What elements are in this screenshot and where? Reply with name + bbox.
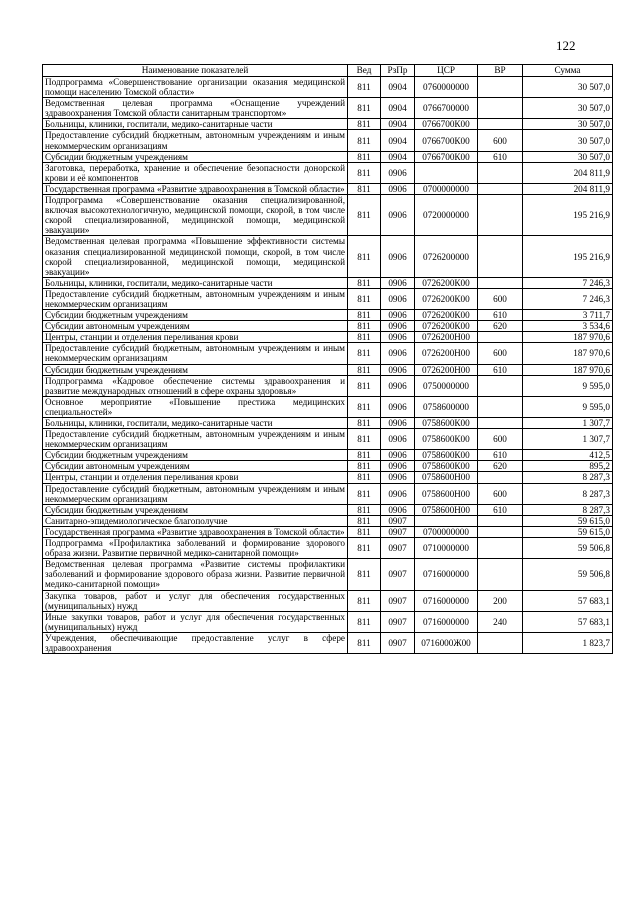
cell-sum: 59 506,8 bbox=[523, 559, 613, 590]
cell-sum: 8 287,3 bbox=[523, 483, 613, 504]
header-vr: ВР bbox=[478, 65, 523, 77]
table-row bbox=[43, 559, 613, 590]
cell-vr bbox=[478, 418, 523, 429]
cell-vr bbox=[478, 183, 523, 194]
cell-name: Предоставление субсидий бюджетным, автономным учреждениям и иным некоммерческим организациям bbox=[43, 483, 348, 504]
cell-vr: 610 bbox=[478, 310, 523, 321]
cell-sum: 412,5 bbox=[523, 450, 613, 461]
cell-rzpr: 0906 bbox=[381, 429, 415, 450]
table-row bbox=[43, 472, 613, 483]
cell-sum: 59 506,8 bbox=[523, 538, 613, 559]
cell-vr bbox=[478, 195, 523, 236]
cell-sum: 195 216,9 bbox=[523, 195, 613, 236]
cell-rzpr: 0906 bbox=[381, 472, 415, 483]
cell-vr bbox=[478, 162, 523, 183]
cell-rzpr: 0906 bbox=[381, 162, 415, 183]
cell-vr bbox=[478, 277, 523, 288]
cell-vr bbox=[478, 396, 523, 417]
cell-csr: 0710000000 bbox=[415, 538, 478, 559]
cell-name: Больницы, клиники, госпитали, медико-санитарные части bbox=[43, 277, 348, 288]
cell-name: Предоставление субсидий бюджетным, автономным учреждениям и иным некоммерческим организациям bbox=[43, 429, 348, 450]
cell-rzpr: 0906 bbox=[381, 461, 415, 472]
cell-sum: 59 615,0 bbox=[523, 526, 613, 537]
table-row bbox=[43, 151, 613, 162]
table-row bbox=[43, 195, 613, 236]
table-row bbox=[43, 162, 613, 183]
cell-ved: 811 bbox=[348, 396, 381, 417]
cell-rzpr: 0906 bbox=[381, 310, 415, 321]
cell-rzpr: 0907 bbox=[381, 632, 415, 653]
cell-rzpr: 0906 bbox=[381, 504, 415, 515]
table-row bbox=[43, 98, 613, 119]
cell-csr: 0726200Н00 bbox=[415, 332, 478, 343]
table-row bbox=[43, 332, 613, 343]
table-row bbox=[43, 364, 613, 375]
cell-csr: 0758600К00 bbox=[415, 429, 478, 450]
cell-sum: 59 615,0 bbox=[523, 515, 613, 526]
cell-csr bbox=[415, 515, 478, 526]
cell-csr: 0716000Ж00 bbox=[415, 632, 478, 653]
cell-vr: 200 bbox=[478, 590, 523, 611]
table-row bbox=[43, 590, 613, 611]
cell-csr: 0700000000 bbox=[415, 526, 478, 537]
cell-name: Субсидии бюджетным учреждениям bbox=[43, 450, 348, 461]
cell-ved: 811 bbox=[348, 461, 381, 472]
cell-sum: 30 507,0 bbox=[523, 77, 613, 98]
table-row bbox=[43, 236, 613, 277]
cell-name: Учреждения, обеспечивающие предоставление услуг в сфере здравоохранения bbox=[43, 632, 348, 653]
cell-ved: 811 bbox=[348, 98, 381, 119]
cell-sum: 1 307,7 bbox=[523, 418, 613, 429]
table-row bbox=[43, 183, 613, 194]
cell-sum: 7 246,3 bbox=[523, 277, 613, 288]
cell-sum: 9 595,0 bbox=[523, 396, 613, 417]
cell-name: Предоставление субсидий бюджетным, автономным учреждениям и иным некоммерческим организациям bbox=[43, 130, 348, 151]
cell-csr: 0758600К00 bbox=[415, 461, 478, 472]
table-row bbox=[43, 321, 613, 332]
cell-vr bbox=[478, 526, 523, 537]
cell-vr: 600 bbox=[478, 288, 523, 309]
cell-vr bbox=[478, 632, 523, 653]
cell-ved: 811 bbox=[348, 632, 381, 653]
cell-csr: 0750000000 bbox=[415, 375, 478, 396]
cell-ved: 811 bbox=[348, 321, 381, 332]
cell-sum: 204 811,9 bbox=[523, 183, 613, 194]
header-sum: Сумма bbox=[523, 65, 613, 77]
cell-name: Предоставление субсидий бюджетным, автономным учреждениям и иным некоммерческим организациям bbox=[43, 343, 348, 364]
cell-csr: 0758600Н00 bbox=[415, 504, 478, 515]
cell-name: Больницы, клиники, госпитали, медико-санитарные части bbox=[43, 418, 348, 429]
table-row bbox=[43, 310, 613, 321]
cell-name: Центры, станции и отделения переливания крови bbox=[43, 332, 348, 343]
table-row bbox=[43, 375, 613, 396]
cell-name: Больницы, клиники, госпитали, медико-санитарные части bbox=[43, 119, 348, 130]
cell-rzpr: 0906 bbox=[381, 396, 415, 417]
cell-ved: 811 bbox=[348, 119, 381, 130]
cell-csr: 0726200000 bbox=[415, 236, 478, 277]
cell-sum: 1 823,7 bbox=[523, 632, 613, 653]
cell-rzpr: 0904 bbox=[381, 77, 415, 98]
cell-csr: 0726200К00 bbox=[415, 277, 478, 288]
cell-name: Государственная программа «Развитие здравоохранения в Томской области» bbox=[43, 526, 348, 537]
table-row bbox=[43, 130, 613, 151]
cell-csr: 0760000000 bbox=[415, 77, 478, 98]
cell-rzpr: 0907 bbox=[381, 515, 415, 526]
table-row bbox=[43, 450, 613, 461]
cell-name: Подпрограмма «Кадровое обеспечение системы здравоохранения и развитие международных отношений в сфере охраны здоровья» bbox=[43, 375, 348, 396]
cell-rzpr: 0906 bbox=[381, 332, 415, 343]
header-ved: Вед bbox=[348, 65, 381, 77]
cell-csr: 0726200К00 bbox=[415, 321, 478, 332]
table-row bbox=[43, 343, 613, 364]
cell-ved: 811 bbox=[348, 559, 381, 590]
cell-ved: 811 bbox=[348, 538, 381, 559]
cell-rzpr: 0907 bbox=[381, 590, 415, 611]
cell-ved: 811 bbox=[348, 130, 381, 151]
cell-rzpr: 0906 bbox=[381, 321, 415, 332]
cell-name: Субсидии бюджетным учреждениям bbox=[43, 310, 348, 321]
cell-rzpr: 0906 bbox=[381, 277, 415, 288]
table-row bbox=[43, 418, 613, 429]
cell-name: Заготовка, переработка, хранение и обеспечение безопасности донорской крови и её компонентов bbox=[43, 162, 348, 183]
cell-sum: 8 287,3 bbox=[523, 504, 613, 515]
table-row bbox=[43, 515, 613, 526]
cell-vr bbox=[478, 472, 523, 483]
table-row bbox=[43, 526, 613, 537]
table-header-row bbox=[43, 65, 613, 77]
cell-rzpr: 0904 bbox=[381, 119, 415, 130]
cell-csr: 0758600К00 bbox=[415, 450, 478, 461]
cell-rzpr: 0906 bbox=[381, 418, 415, 429]
cell-sum: 187 970,6 bbox=[523, 364, 613, 375]
cell-csr: 0758600Н00 bbox=[415, 483, 478, 504]
table-row bbox=[43, 538, 613, 559]
cell-sum: 3 711,7 bbox=[523, 310, 613, 321]
cell-csr: 0726200К00 bbox=[415, 288, 478, 309]
cell-name: Ведомственная целевая программа «Оснащение учреждений здравоохранения Томской области санитарным транспортом» bbox=[43, 98, 348, 119]
cell-rzpr: 0904 bbox=[381, 151, 415, 162]
cell-sum: 30 507,0 bbox=[523, 130, 613, 151]
cell-rzpr: 0907 bbox=[381, 538, 415, 559]
cell-name: Ведомственная целевая программа «Повышение эффективности системы оказания специализированной медицинской помощи, скорой, в том числе скорой специализированной, медицинской помощи, медицинской эвакуации» bbox=[43, 236, 348, 277]
table-row bbox=[43, 611, 613, 632]
cell-vr bbox=[478, 98, 523, 119]
table-row bbox=[43, 277, 613, 288]
cell-rzpr: 0906 bbox=[381, 375, 415, 396]
cell-name: Субсидии автономным учреждениям bbox=[43, 321, 348, 332]
cell-vr: 620 bbox=[478, 461, 523, 472]
cell-csr: 0766700К00 bbox=[415, 130, 478, 151]
cell-csr: 0766700К00 bbox=[415, 119, 478, 130]
cell-ved: 811 bbox=[348, 472, 381, 483]
table-row bbox=[43, 77, 613, 98]
cell-ved: 811 bbox=[348, 611, 381, 632]
cell-csr: 0766700К00 bbox=[415, 151, 478, 162]
cell-ved: 811 bbox=[348, 288, 381, 309]
cell-vr: 610 bbox=[478, 450, 523, 461]
cell-rzpr: 0906 bbox=[381, 364, 415, 375]
cell-ved: 811 bbox=[348, 162, 381, 183]
cell-csr: 0726200К00 bbox=[415, 310, 478, 321]
table-row bbox=[43, 632, 613, 653]
cell-csr: 0758600К00 bbox=[415, 418, 478, 429]
cell-rzpr: 0907 bbox=[381, 559, 415, 590]
cell-name: Подпрограмма «Совершенствование организации оказания медицинской помощи населению Томской области» bbox=[43, 77, 348, 98]
cell-sum: 3 534,6 bbox=[523, 321, 613, 332]
cell-sum: 7 246,3 bbox=[523, 288, 613, 309]
cell-csr: 0726200Н00 bbox=[415, 364, 478, 375]
cell-vr: 600 bbox=[478, 130, 523, 151]
table-row bbox=[43, 429, 613, 450]
cell-vr: 620 bbox=[478, 321, 523, 332]
cell-ved: 811 bbox=[348, 183, 381, 194]
cell-ved: 811 bbox=[348, 343, 381, 364]
table-row bbox=[43, 119, 613, 130]
cell-sum: 57 683,1 bbox=[523, 611, 613, 632]
cell-csr: 0758600Н00 bbox=[415, 472, 478, 483]
cell-rzpr: 0904 bbox=[381, 98, 415, 119]
cell-name: Субсидии автономным учреждениям bbox=[43, 461, 348, 472]
table-row bbox=[43, 288, 613, 309]
cell-ved: 811 bbox=[348, 236, 381, 277]
cell-name: Подпрограмма «Совершенствование оказания специализированной, включая высокотехнологичную, медицинской помощи, скорой, в том числе скорой специализированной, медицинской помощи, медицинской эвакуации» bbox=[43, 195, 348, 236]
table-row bbox=[43, 396, 613, 417]
cell-vr: 240 bbox=[478, 611, 523, 632]
cell-vr bbox=[478, 119, 523, 130]
page-number: 122 bbox=[556, 38, 576, 53]
cell-name: Центры, станции и отделения переливания крови bbox=[43, 472, 348, 483]
cell-rzpr: 0906 bbox=[381, 236, 415, 277]
cell-vr: 610 bbox=[478, 151, 523, 162]
cell-sum: 187 970,6 bbox=[523, 332, 613, 343]
cell-vr bbox=[478, 538, 523, 559]
cell-ved: 811 bbox=[348, 195, 381, 236]
cell-ved: 811 bbox=[348, 515, 381, 526]
cell-ved: 811 bbox=[348, 77, 381, 98]
cell-sum: 9 595,0 bbox=[523, 375, 613, 396]
table-row bbox=[43, 461, 613, 472]
budget-table bbox=[42, 64, 613, 654]
cell-sum: 30 507,0 bbox=[523, 119, 613, 130]
cell-vr bbox=[478, 515, 523, 526]
cell-name: Субсидии бюджетным учреждениям bbox=[43, 364, 348, 375]
cell-ved: 811 bbox=[348, 332, 381, 343]
cell-ved: 811 bbox=[348, 526, 381, 537]
cell-vr bbox=[478, 236, 523, 277]
cell-sum: 895,2 bbox=[523, 461, 613, 472]
cell-vr: 610 bbox=[478, 504, 523, 515]
cell-vr: 600 bbox=[478, 483, 523, 504]
cell-ved: 811 bbox=[348, 151, 381, 162]
cell-ved: 811 bbox=[348, 375, 381, 396]
cell-ved: 811 bbox=[348, 450, 381, 461]
cell-csr: 0716000000 bbox=[415, 611, 478, 632]
cell-rzpr: 0906 bbox=[381, 343, 415, 364]
cell-ved: 811 bbox=[348, 277, 381, 288]
cell-vr bbox=[478, 375, 523, 396]
header-csr: ЦСР bbox=[415, 65, 478, 77]
cell-csr: 0716000000 bbox=[415, 559, 478, 590]
cell-rzpr: 0906 bbox=[381, 288, 415, 309]
table-row bbox=[43, 483, 613, 504]
cell-name: Субсидии бюджетным учреждениям bbox=[43, 504, 348, 515]
cell-name: Подпрограмма «Профилактика заболеваний и формирование здорового образа жизни. Развитие первичной медико-санитарной помощи» bbox=[43, 538, 348, 559]
cell-vr bbox=[478, 77, 523, 98]
cell-ved: 811 bbox=[348, 429, 381, 450]
cell-name: Субсидии бюджетным учреждениям bbox=[43, 151, 348, 162]
header-name: Наименование показателей bbox=[43, 65, 348, 77]
cell-csr: 0716000000 bbox=[415, 590, 478, 611]
cell-rzpr: 0907 bbox=[381, 526, 415, 537]
cell-ved: 811 bbox=[348, 310, 381, 321]
cell-csr bbox=[415, 162, 478, 183]
cell-rzpr: 0906 bbox=[381, 183, 415, 194]
cell-ved: 811 bbox=[348, 483, 381, 504]
cell-ved: 811 bbox=[348, 590, 381, 611]
cell-name: Предоставление субсидий бюджетным, автономным учреждениям и иным некоммерческим организациям bbox=[43, 288, 348, 309]
cell-name: Закупка товаров, работ и услуг для обеспечения государственных (муниципальных) нужд bbox=[43, 590, 348, 611]
cell-vr: 610 bbox=[478, 364, 523, 375]
cell-csr: 0700000000 bbox=[415, 183, 478, 194]
cell-sum: 204 811,9 bbox=[523, 162, 613, 183]
cell-sum: 30 507,0 bbox=[523, 151, 613, 162]
cell-rzpr: 0907 bbox=[381, 611, 415, 632]
cell-ved: 811 bbox=[348, 364, 381, 375]
cell-csr: 0766700000 bbox=[415, 98, 478, 119]
cell-vr bbox=[478, 559, 523, 590]
cell-sum: 57 683,1 bbox=[523, 590, 613, 611]
cell-rzpr: 0906 bbox=[381, 450, 415, 461]
cell-rzpr: 0906 bbox=[381, 483, 415, 504]
cell-name: Ведомственная целевая программа «Развитие системы профилактики заболеваний и формирование здорового образа жизни. Развитие первичной медико-санитарной помощи» bbox=[43, 559, 348, 590]
cell-rzpr: 0906 bbox=[381, 195, 415, 236]
cell-name: Санитарно-эпидемиологическое благополучие bbox=[43, 515, 348, 526]
cell-ved: 811 bbox=[348, 504, 381, 515]
cell-vr bbox=[478, 332, 523, 343]
cell-sum: 195 216,9 bbox=[523, 236, 613, 277]
cell-rzpr: 0904 bbox=[381, 130, 415, 151]
cell-csr: 0726200Н00 bbox=[415, 343, 478, 364]
table-row bbox=[43, 504, 613, 515]
cell-ved: 811 bbox=[348, 418, 381, 429]
cell-name: Иные закупки товаров, работ и услуг для обеспечения государственных (муниципальных) нужд bbox=[43, 611, 348, 632]
cell-name: Государственная программа «Развитие здравоохранения в Томской области» bbox=[43, 183, 348, 194]
cell-sum: 30 507,0 bbox=[523, 98, 613, 119]
header-rzpr: РзПр bbox=[381, 65, 415, 77]
cell-name: Основное мероприятие «Повышение престижа медицинских специальностей» bbox=[43, 396, 348, 417]
cell-sum: 187 970,6 bbox=[523, 343, 613, 364]
cell-csr: 0758600000 bbox=[415, 396, 478, 417]
cell-sum: 8 287,3 bbox=[523, 472, 613, 483]
cell-vr: 600 bbox=[478, 429, 523, 450]
cell-csr: 0720000000 bbox=[415, 195, 478, 236]
cell-sum: 1 307,7 bbox=[523, 429, 613, 450]
cell-vr: 600 bbox=[478, 343, 523, 364]
